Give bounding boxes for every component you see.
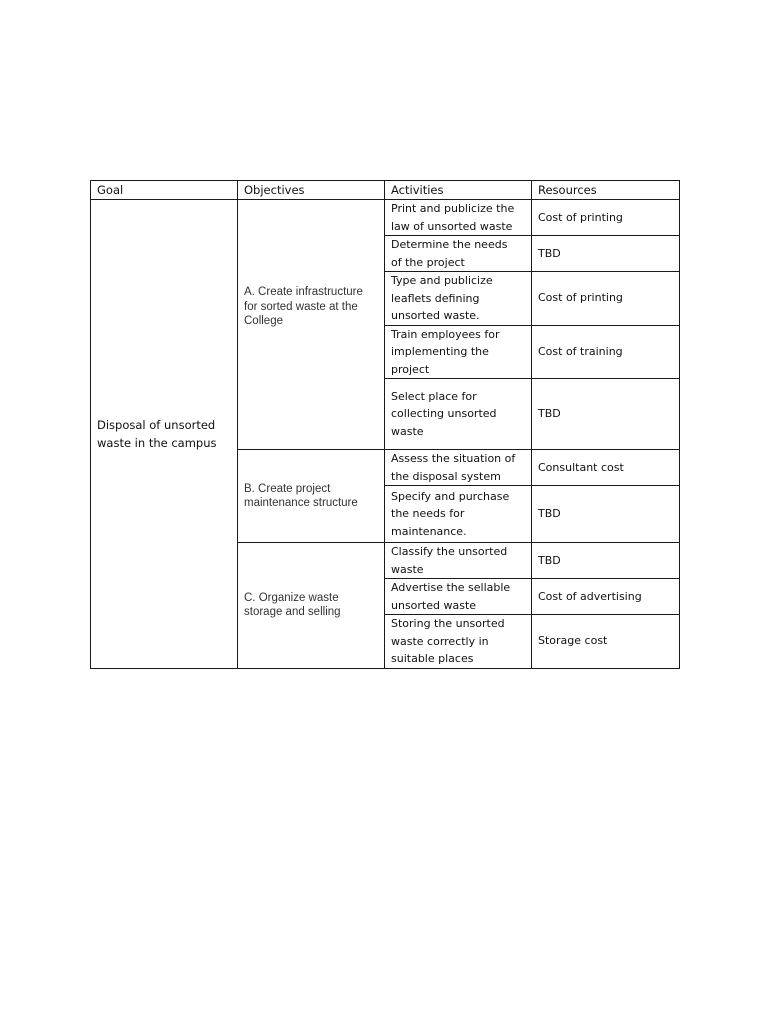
activity-cell: Determine the needs of the project (385, 236, 532, 272)
resource-cell: Cost of advertising (532, 579, 680, 615)
resource-cell: Cost of training (532, 325, 680, 379)
resource-cell: TBD (532, 543, 680, 579)
activity-cell: Select place for collecting unsorted waste (385, 379, 532, 450)
table-header-row (91, 181, 680, 200)
activity-cell: Print and publicize the law of unsorted waste (385, 200, 532, 236)
activity-cell: Classify the unsorted waste (385, 543, 532, 579)
goal-column-header: Goal (91, 181, 238, 200)
objective-b-cell: B. Create project maintenance structure (238, 450, 385, 543)
goal-cell: Disposal of unsorted waste in the campus (91, 200, 238, 669)
objective-a-cell: A. Create infrastructure for sorted waste at the College (238, 200, 385, 450)
activity-cell: Train employees for implementing the project (385, 325, 532, 379)
resource-cell: TBD (532, 486, 680, 543)
activities-column-header: Activities (385, 181, 532, 200)
project-plan-table (90, 180, 680, 669)
resource-cell: TBD (532, 236, 680, 272)
activity-cell: Assess the situation of the disposal system (385, 450, 532, 486)
resource-cell: Storage cost (532, 615, 680, 669)
activity-cell: Advertise the sellable unsorted waste (385, 579, 532, 615)
resource-cell: Cost of printing (532, 272, 680, 326)
activity-cell: Storing the unsorted waste correctly in suitable places (385, 615, 532, 669)
objectives-column-header: Objectives (238, 181, 385, 200)
resources-column-header: Resources (532, 181, 680, 200)
objective-c-cell: C. Organize waste storage and selling (238, 543, 385, 669)
resource-cell: Cost of printing (532, 200, 680, 236)
activity-cell: Specify and purchase the needs for maintenance. (385, 486, 532, 543)
activity-cell: Type and publicize leaflets defining unsorted waste. (385, 272, 532, 326)
resource-cell: Consultant cost (532, 450, 680, 486)
resource-cell: TBD (532, 379, 680, 450)
table-row (91, 200, 680, 236)
